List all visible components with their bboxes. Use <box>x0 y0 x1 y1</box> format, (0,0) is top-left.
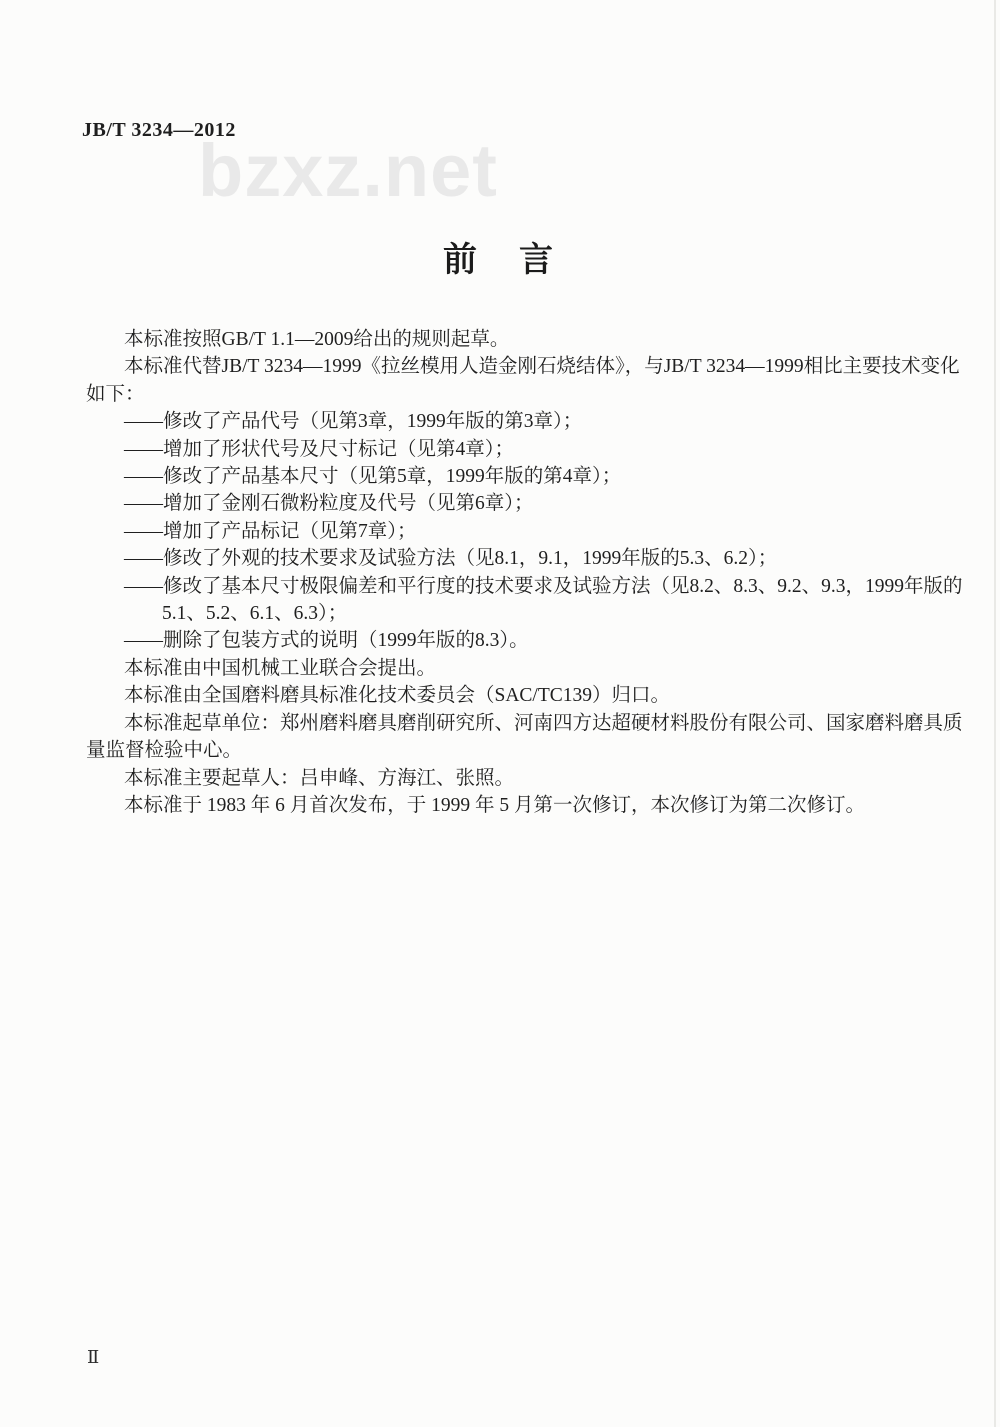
foreword-line: 本标准代替JB/T 3234—1999《拉丝模用人造金刚石烧结体》，与JB/T 3234—1999相比主要技术变化 <box>124 356 960 378</box>
foreword-line: 本标准主要起草人：吕申峰、方海江、张照。 <box>124 767 515 789</box>
standard-code-header: JB/T 3234—2012 <box>82 119 236 141</box>
foreword-line: ——增加了产品标记（见第7章）； <box>124 520 417 542</box>
foreword-line: 本标准于 1983 年 6 月首次发布，于 1999 年 5 月第一次修订，本次修订为第二次修订。 <box>124 794 866 816</box>
page-number: Ⅱ <box>87 1347 100 1367</box>
foreword-line: 本标准按照GB/T 1.1—2009给出的规则起草。 <box>124 329 510 350</box>
foreword-line: 本标准由中国机械工业联合会提出。 <box>124 657 437 679</box>
foreword-line: 量监督检验中心。 <box>86 740 243 762</box>
foreword-line: 如下： <box>86 383 145 405</box>
foreword-line: ——修改了基本尺寸极限偏差和平行度的技术要求及试验方法（见8.2、8.3、9.2、9.3，1999年版的 <box>124 575 963 597</box>
foreword-line: ——增加了金刚石微粉粒度及代号（见第6章）； <box>124 493 534 515</box>
foreword-line: ——修改了产品基本尺寸（见第5章，1999年版的第4章）； <box>124 466 622 488</box>
foreword-line: 5.1、5.2、6.1、6.3）； <box>162 603 348 625</box>
foreword-line: ——删除了包装方式的说明（1999年版的8.3）。 <box>124 630 529 652</box>
watermark-text: bzxz.net <box>198 129 498 212</box>
foreword-line: 本标准起草单位：郑州磨料磨具磨削研究所、河南四方达超硬材料股份有限公司、国家磨料磨具质 <box>124 712 963 734</box>
scan-edge-line <box>994 0 996 1427</box>
foreword-line: ——修改了外观的技术要求及试验方法（见8.1，9.1，1999年版的5.3、6.2）； <box>124 548 778 570</box>
foreword-body <box>86 326 963 819</box>
foreword-line: 本标准由全国磨料磨具标准化技术委员会（SAC/TC139）归口。 <box>124 685 671 707</box>
page-title: 前 言 <box>443 242 557 279</box>
foreword-line: ——修改了产品代号（见第3章，1999年版的第3章）； <box>124 411 583 433</box>
foreword-line: ——增加了形状代号及尺寸标记（见第4章）； <box>124 438 515 460</box>
